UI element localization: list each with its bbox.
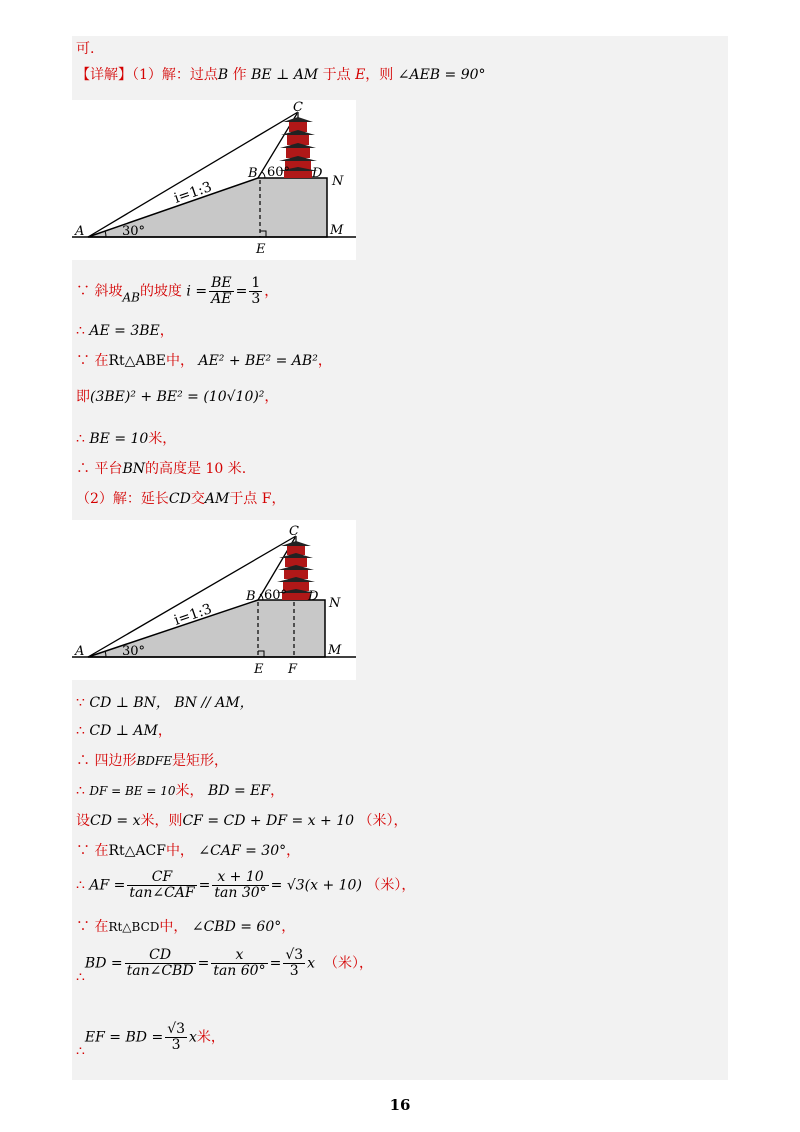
l18-ef: EF = BD = bbox=[84, 1029, 164, 1046]
l1-expr: BE ⊥ AM bbox=[251, 67, 319, 83]
l1-ze: ，则 bbox=[365, 67, 398, 83]
l9-expr: CD ⊥ BN， BN // AM， bbox=[89, 695, 254, 711]
l7-bn: BN bbox=[122, 461, 145, 477]
l2-eq: = bbox=[235, 283, 248, 300]
fig1-label-d: D bbox=[312, 166, 323, 181]
fig2-label-c: C bbox=[289, 524, 299, 539]
fig2-label-n: N bbox=[329, 596, 341, 611]
fig2-label-m: M bbox=[328, 643, 342, 658]
l6-pre: ∴ bbox=[76, 431, 90, 447]
l12-pre: ∴ bbox=[76, 783, 90, 799]
l1-yu: 于点 bbox=[318, 67, 356, 83]
fig1-label-m: M bbox=[330, 223, 344, 238]
l15-af: AF = bbox=[89, 877, 126, 894]
l17-d3: 3 bbox=[289, 963, 299, 979]
text-line-1 bbox=[76, 66, 486, 84]
l14-pre: ∵ 在 bbox=[76, 843, 109, 859]
l5-end: ， bbox=[264, 389, 279, 405]
text-line-10 bbox=[76, 722, 172, 740]
fig2-label-e: E bbox=[254, 662, 264, 677]
l4-pre: ∵ 在 bbox=[76, 353, 109, 369]
l14-end: ， bbox=[286, 843, 301, 859]
l1-zuo: 作 bbox=[228, 67, 252, 83]
l1-e: E bbox=[355, 67, 366, 83]
l17-n1: CD bbox=[125, 948, 196, 964]
l17-d2: tan 60° bbox=[213, 963, 266, 979]
l18-x: x bbox=[189, 1029, 197, 1046]
l2-num1: BE bbox=[211, 275, 232, 291]
l18-pre: ∴ bbox=[76, 1043, 85, 1060]
l2-den1: AE bbox=[211, 291, 232, 307]
l17-n3: √3 bbox=[285, 947, 304, 963]
l10-expr: CD ⊥ AM bbox=[89, 723, 158, 739]
l11-end: 是矩形， bbox=[171, 753, 228, 769]
l1-angle: ∠AEB = 90° bbox=[397, 67, 486, 83]
l16-tri: Rt△BCD bbox=[108, 920, 160, 934]
fig2-label-slope: i=1:3 bbox=[172, 601, 214, 629]
l15-frac2 bbox=[212, 870, 268, 901]
l16-mid: 中， bbox=[159, 919, 188, 935]
text-line-9 bbox=[76, 694, 254, 712]
fig2-label-30: 30° bbox=[122, 644, 146, 659]
fig1-label-slope: i=1:3 bbox=[172, 179, 214, 207]
l12-expr2: BD = EF bbox=[207, 783, 271, 799]
l13-end: （米）， bbox=[358, 813, 408, 829]
fig1-angle-arc-b bbox=[262, 172, 265, 178]
l3-end: ， bbox=[159, 323, 174, 339]
l2-mid: 的坡度 bbox=[139, 283, 182, 300]
l13-expr: CF = CD + DF = x + 10 bbox=[182, 813, 355, 829]
l2-end: ， bbox=[264, 283, 279, 300]
l8-mid: 交 bbox=[190, 491, 205, 507]
l17-d1: tan∠CBD bbox=[126, 963, 194, 979]
l12-end: ， bbox=[270, 783, 285, 799]
l2-den2: 3 bbox=[251, 291, 261, 307]
text-line-15 bbox=[76, 870, 415, 901]
l3-pre: ∴ bbox=[76, 323, 90, 339]
text-line-14 bbox=[76, 842, 300, 860]
l17-n2: x bbox=[211, 948, 267, 964]
l2-frac1 bbox=[209, 276, 234, 307]
l6-expr: BE = 10 bbox=[89, 431, 149, 447]
text-line-5 bbox=[76, 388, 278, 406]
l14-expr: ∠CAF = 30° bbox=[198, 843, 287, 859]
l1-text: （1）解：过点 bbox=[132, 67, 218, 83]
l8-end: 于点 F， bbox=[229, 491, 286, 507]
l17-bd: BD = bbox=[84, 955, 123, 972]
l18-frac bbox=[165, 1022, 187, 1053]
text-line-17 bbox=[76, 948, 373, 987]
text-line-18 bbox=[76, 1022, 225, 1061]
l13-mid: 米，则 bbox=[140, 813, 183, 829]
l17-frac2 bbox=[211, 948, 267, 979]
l17-pre: ∴ bbox=[76, 969, 85, 986]
l4-end: ， bbox=[317, 353, 332, 369]
l4-mid: 中， bbox=[166, 353, 195, 369]
l7-end: 的高度是 10 米. bbox=[145, 461, 247, 477]
l5-expr: (3BE)² + BE² = (10√10)² bbox=[90, 389, 265, 405]
l13-pre: 设 bbox=[76, 813, 90, 829]
l8-pre: （2）解：延长 bbox=[76, 491, 169, 507]
figure-1 bbox=[72, 100, 356, 260]
detail-tag: 【详解】 bbox=[76, 67, 132, 83]
text-line-2 bbox=[76, 276, 278, 307]
l17-frac1 bbox=[125, 948, 196, 979]
l15-n2: x + 10 bbox=[212, 870, 268, 886]
l16-expr: ∠CBD = 60° bbox=[191, 919, 282, 935]
fig2-label-d: D bbox=[308, 589, 319, 604]
l10-end: ， bbox=[157, 723, 172, 739]
fig1-label-e: E bbox=[256, 242, 266, 257]
l15-end: （米）， bbox=[366, 877, 416, 894]
l18-n: √3 bbox=[167, 1021, 186, 1037]
text-line-8 bbox=[76, 490, 285, 508]
figure-2-svg bbox=[72, 520, 356, 680]
l2-frac2 bbox=[249, 276, 262, 307]
l9-pre: ∵ bbox=[76, 695, 90, 711]
l2-ab: AB bbox=[122, 290, 140, 305]
l8-am: AM bbox=[204, 491, 230, 507]
l15-pre: ∴ bbox=[76, 877, 90, 894]
fig2-label-60: 60° bbox=[264, 588, 288, 603]
line0-text: 可. bbox=[76, 41, 95, 57]
l13-cd: CD = x bbox=[90, 813, 141, 829]
l17-end: （米）， bbox=[323, 955, 373, 972]
l15-n1: CF bbox=[127, 870, 196, 886]
l16-pre: ∵ 在 bbox=[76, 919, 109, 935]
l2-num2: 1 bbox=[251, 275, 261, 291]
l15-frac1 bbox=[127, 870, 196, 901]
l2-i: i = bbox=[186, 283, 208, 300]
fig1-label-n: N bbox=[332, 174, 344, 189]
l12-expr1: DF = BE = 10 bbox=[89, 784, 176, 798]
text-line-13 bbox=[76, 812, 407, 830]
text-line-7 bbox=[76, 460, 246, 478]
fig2-label-a: A bbox=[75, 644, 85, 659]
l10-pre: ∴ bbox=[76, 723, 90, 739]
text-line-11 bbox=[76, 752, 228, 770]
figure-2 bbox=[72, 520, 356, 680]
fig1-label-c: C bbox=[293, 100, 303, 115]
l7-pre: ∴ 平台 bbox=[76, 461, 123, 477]
text-line-0 bbox=[76, 40, 94, 58]
fig1-label-30: 30° bbox=[122, 224, 146, 239]
text-line-3 bbox=[76, 322, 174, 340]
figure-1-svg bbox=[72, 100, 356, 260]
page-number: 16 bbox=[389, 1096, 411, 1114]
fig1-label-a: A bbox=[75, 224, 85, 239]
text-line-4 bbox=[76, 352, 332, 370]
l15-rest: = √3(x + 10) bbox=[270, 877, 362, 894]
l4-tri: Rt△ABE bbox=[108, 353, 167, 369]
l11-pre: ∴ 四边形 bbox=[76, 753, 137, 769]
l17-x: x bbox=[307, 955, 316, 972]
l15-d2: tan 30° bbox=[214, 885, 267, 901]
l5-pre: 即 bbox=[76, 389, 90, 405]
fig2-label-f: F bbox=[288, 662, 298, 677]
l12-mid: 米， bbox=[175, 783, 204, 799]
l1-b: B bbox=[217, 67, 229, 83]
fig1-label-b: B bbox=[248, 166, 258, 181]
text-line-6 bbox=[76, 430, 176, 448]
l8-cd: CD bbox=[168, 491, 191, 507]
l18-end: 米， bbox=[196, 1029, 225, 1046]
l4-expr: AE² + BE² = AB² bbox=[198, 353, 318, 369]
text-line-12 bbox=[76, 782, 284, 800]
l6-end: 米， bbox=[148, 431, 177, 447]
l15-eq1: = bbox=[198, 877, 211, 894]
l17-eq2: = bbox=[269, 955, 282, 972]
l17-eq1: = bbox=[197, 955, 210, 972]
l16-end: ， bbox=[281, 919, 296, 935]
l17-frac3 bbox=[283, 948, 305, 979]
fig1-label-60: 60° bbox=[267, 165, 291, 180]
l18-d: 3 bbox=[171, 1037, 181, 1053]
l3-expr: AE = 3BE bbox=[89, 323, 160, 339]
l15-d1: tan∠CAF bbox=[129, 885, 195, 901]
l14-mid: 中， bbox=[165, 843, 194, 859]
fig2-label-b: B bbox=[246, 589, 256, 604]
text-line-16 bbox=[76, 918, 295, 936]
l2-pre: ∵ 斜坡 bbox=[76, 283, 123, 300]
l14-tri: Rt△ACF bbox=[108, 843, 166, 859]
l11-q: BDFE bbox=[136, 754, 172, 768]
